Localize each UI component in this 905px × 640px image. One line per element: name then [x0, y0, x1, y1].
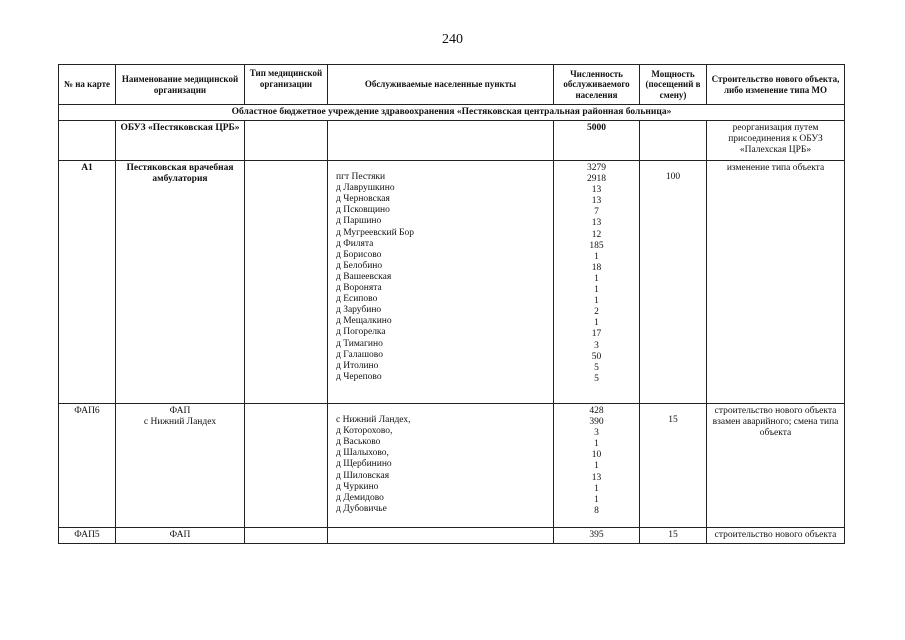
settlement-population: 3	[594, 340, 599, 351]
settlement-population: 13	[591, 185, 602, 196]
table-row	[59, 404, 845, 528]
settlement-name: д Демидово	[336, 492, 384, 503]
settlement-name: д Лаврушкино	[336, 183, 395, 194]
row-name: ФАП	[116, 528, 245, 544]
row-type	[245, 161, 328, 404]
settlement-name: д Тимагино	[336, 338, 383, 349]
settlement-name: д Псковщино	[336, 205, 390, 216]
settlement-population: 1	[594, 483, 599, 494]
settlement-name: д Паршино	[336, 216, 382, 227]
settlement-population: 5	[594, 362, 599, 373]
settlement-population: 8	[594, 505, 599, 516]
table-row	[59, 121, 845, 161]
settlement-population: 1	[594, 439, 599, 450]
settlement-population: 7	[594, 207, 599, 218]
row-note: реорганизация путем присоединения к ОБУЗ «Палехская ЦРБ»	[707, 121, 845, 161]
population-list	[557, 163, 636, 385]
settlement-name: пгт Пестяки	[336, 172, 386, 183]
header-population: Численность обслуживаемого населения	[554, 65, 640, 105]
row-population	[554, 161, 640, 404]
settlement-population: 12	[591, 229, 602, 240]
row-name: Пестяковская врачебная амбулатория	[116, 161, 245, 404]
header-org-name: Наименование медицинской организации	[116, 65, 245, 105]
settlement-name: д Вашеевская	[336, 271, 392, 282]
settlement-name: д Шиловская	[336, 470, 390, 481]
settlement-population: 2918	[587, 174, 606, 185]
population-list	[557, 406, 636, 517]
row-type	[245, 121, 328, 161]
settlement-population: 18	[591, 262, 602, 273]
settlement-name: д Галашово	[336, 349, 383, 360]
row-settlements	[328, 528, 554, 544]
row-name	[116, 404, 245, 528]
table-row	[59, 528, 845, 544]
population-total: 3279	[587, 163, 606, 173]
settlement-population: 1	[594, 296, 599, 307]
header-capacity: Мощность (посещений в смену)	[640, 65, 707, 105]
settlement-population: 1	[594, 273, 599, 284]
settlement-population: 1	[594, 461, 599, 472]
row-name-line1: ФАП	[169, 406, 191, 416]
medical-organizations-table	[58, 64, 845, 544]
population-total: 428	[589, 406, 604, 416]
row-capacity: 15	[640, 404, 707, 528]
row-capacity	[640, 121, 707, 161]
row-type	[245, 528, 328, 544]
settlement-population: 13	[591, 472, 602, 483]
page-number: 240	[442, 32, 463, 47]
settlement-list	[336, 172, 550, 383]
settlement-name: д Черепово	[336, 371, 382, 382]
settlement-population: 10	[591, 450, 602, 461]
org-heading: Областное бюджетное учреждение здравоохранения «Пестяковская центральная районная больница»	[59, 105, 845, 121]
header-row	[59, 65, 845, 105]
settlement-name: д Зарубино	[336, 305, 382, 316]
settlement-name: д Щербинино	[336, 459, 392, 470]
row-num: ФАП6	[59, 404, 116, 528]
settlement-name: д Филята	[336, 238, 374, 249]
settlement-population: 50	[591, 351, 602, 362]
row-population	[554, 404, 640, 528]
settlement-name: д Васьково	[336, 437, 381, 448]
row-capacity: 100	[640, 161, 707, 404]
settlement-population: 1	[594, 251, 599, 262]
row-population: 5000	[554, 121, 640, 161]
row-name-line2: с Нижний Ландех	[143, 417, 217, 427]
header-settlements: Обслуживаемые населенные пункты	[328, 65, 554, 105]
row-settlements	[328, 161, 554, 404]
settlement-population: 5	[594, 373, 599, 384]
settlement-population: 1	[594, 494, 599, 505]
org-heading-row	[59, 105, 845, 121]
settlement-name: д Которохово,	[336, 426, 393, 437]
row-type	[245, 404, 328, 528]
settlement-name: д Чуркино	[336, 481, 379, 492]
settlement-population: 2	[594, 307, 599, 318]
settlement-name: д Воронята	[336, 283, 382, 294]
settlement-name: д Мещалкино	[336, 316, 392, 327]
row-name: ОБУЗ «Пестяковская ЦРБ»	[116, 121, 245, 161]
row-note: строительство нового объекта взамен аварийного; смена типа объекта	[707, 404, 845, 528]
row-num	[59, 121, 116, 161]
settlement-name: д Борисово	[336, 249, 382, 260]
settlement-population: 3	[594, 428, 599, 439]
row-settlements	[328, 404, 554, 528]
settlement-name: д Белобино	[336, 260, 383, 271]
settlement-name: д Есипово	[336, 294, 378, 305]
settlement-list	[336, 415, 550, 515]
settlement-name: с Нижний Ландех,	[336, 415, 411, 426]
settlement-population: 17	[591, 329, 602, 340]
row-settlements	[328, 121, 554, 161]
table-row	[59, 161, 845, 404]
settlement-name: д Дубовичье	[336, 503, 387, 514]
row-note: изменение типа объекта	[707, 161, 845, 404]
settlement-population: 390	[589, 417, 604, 428]
settlement-population: 1	[594, 318, 599, 329]
header-map-number: № на карте	[59, 65, 116, 105]
row-capacity: 15	[640, 528, 707, 544]
settlement-name: д Итолино	[336, 360, 379, 371]
row-note: строительство нового объекта	[707, 528, 845, 544]
header-construction: Строительство нового объекта, либо изменение типа МО	[707, 65, 845, 105]
settlement-name: д Черновская	[336, 194, 390, 205]
settlement-population: 13	[591, 196, 602, 207]
settlement-name: д Погорелка	[336, 327, 386, 338]
settlement-name: д Мугреевский Бор	[336, 227, 415, 238]
row-num: А1	[59, 161, 116, 404]
settlement-population: 13	[591, 218, 602, 229]
settlement-population: 185	[589, 240, 604, 251]
header-org-type: Тип медицинской организации	[245, 65, 328, 105]
settlement-population: 1	[594, 285, 599, 296]
row-num: ФАП5	[59, 528, 116, 544]
settlement-name: д Шалыхово,	[336, 448, 389, 459]
row-population: 395	[554, 528, 640, 544]
